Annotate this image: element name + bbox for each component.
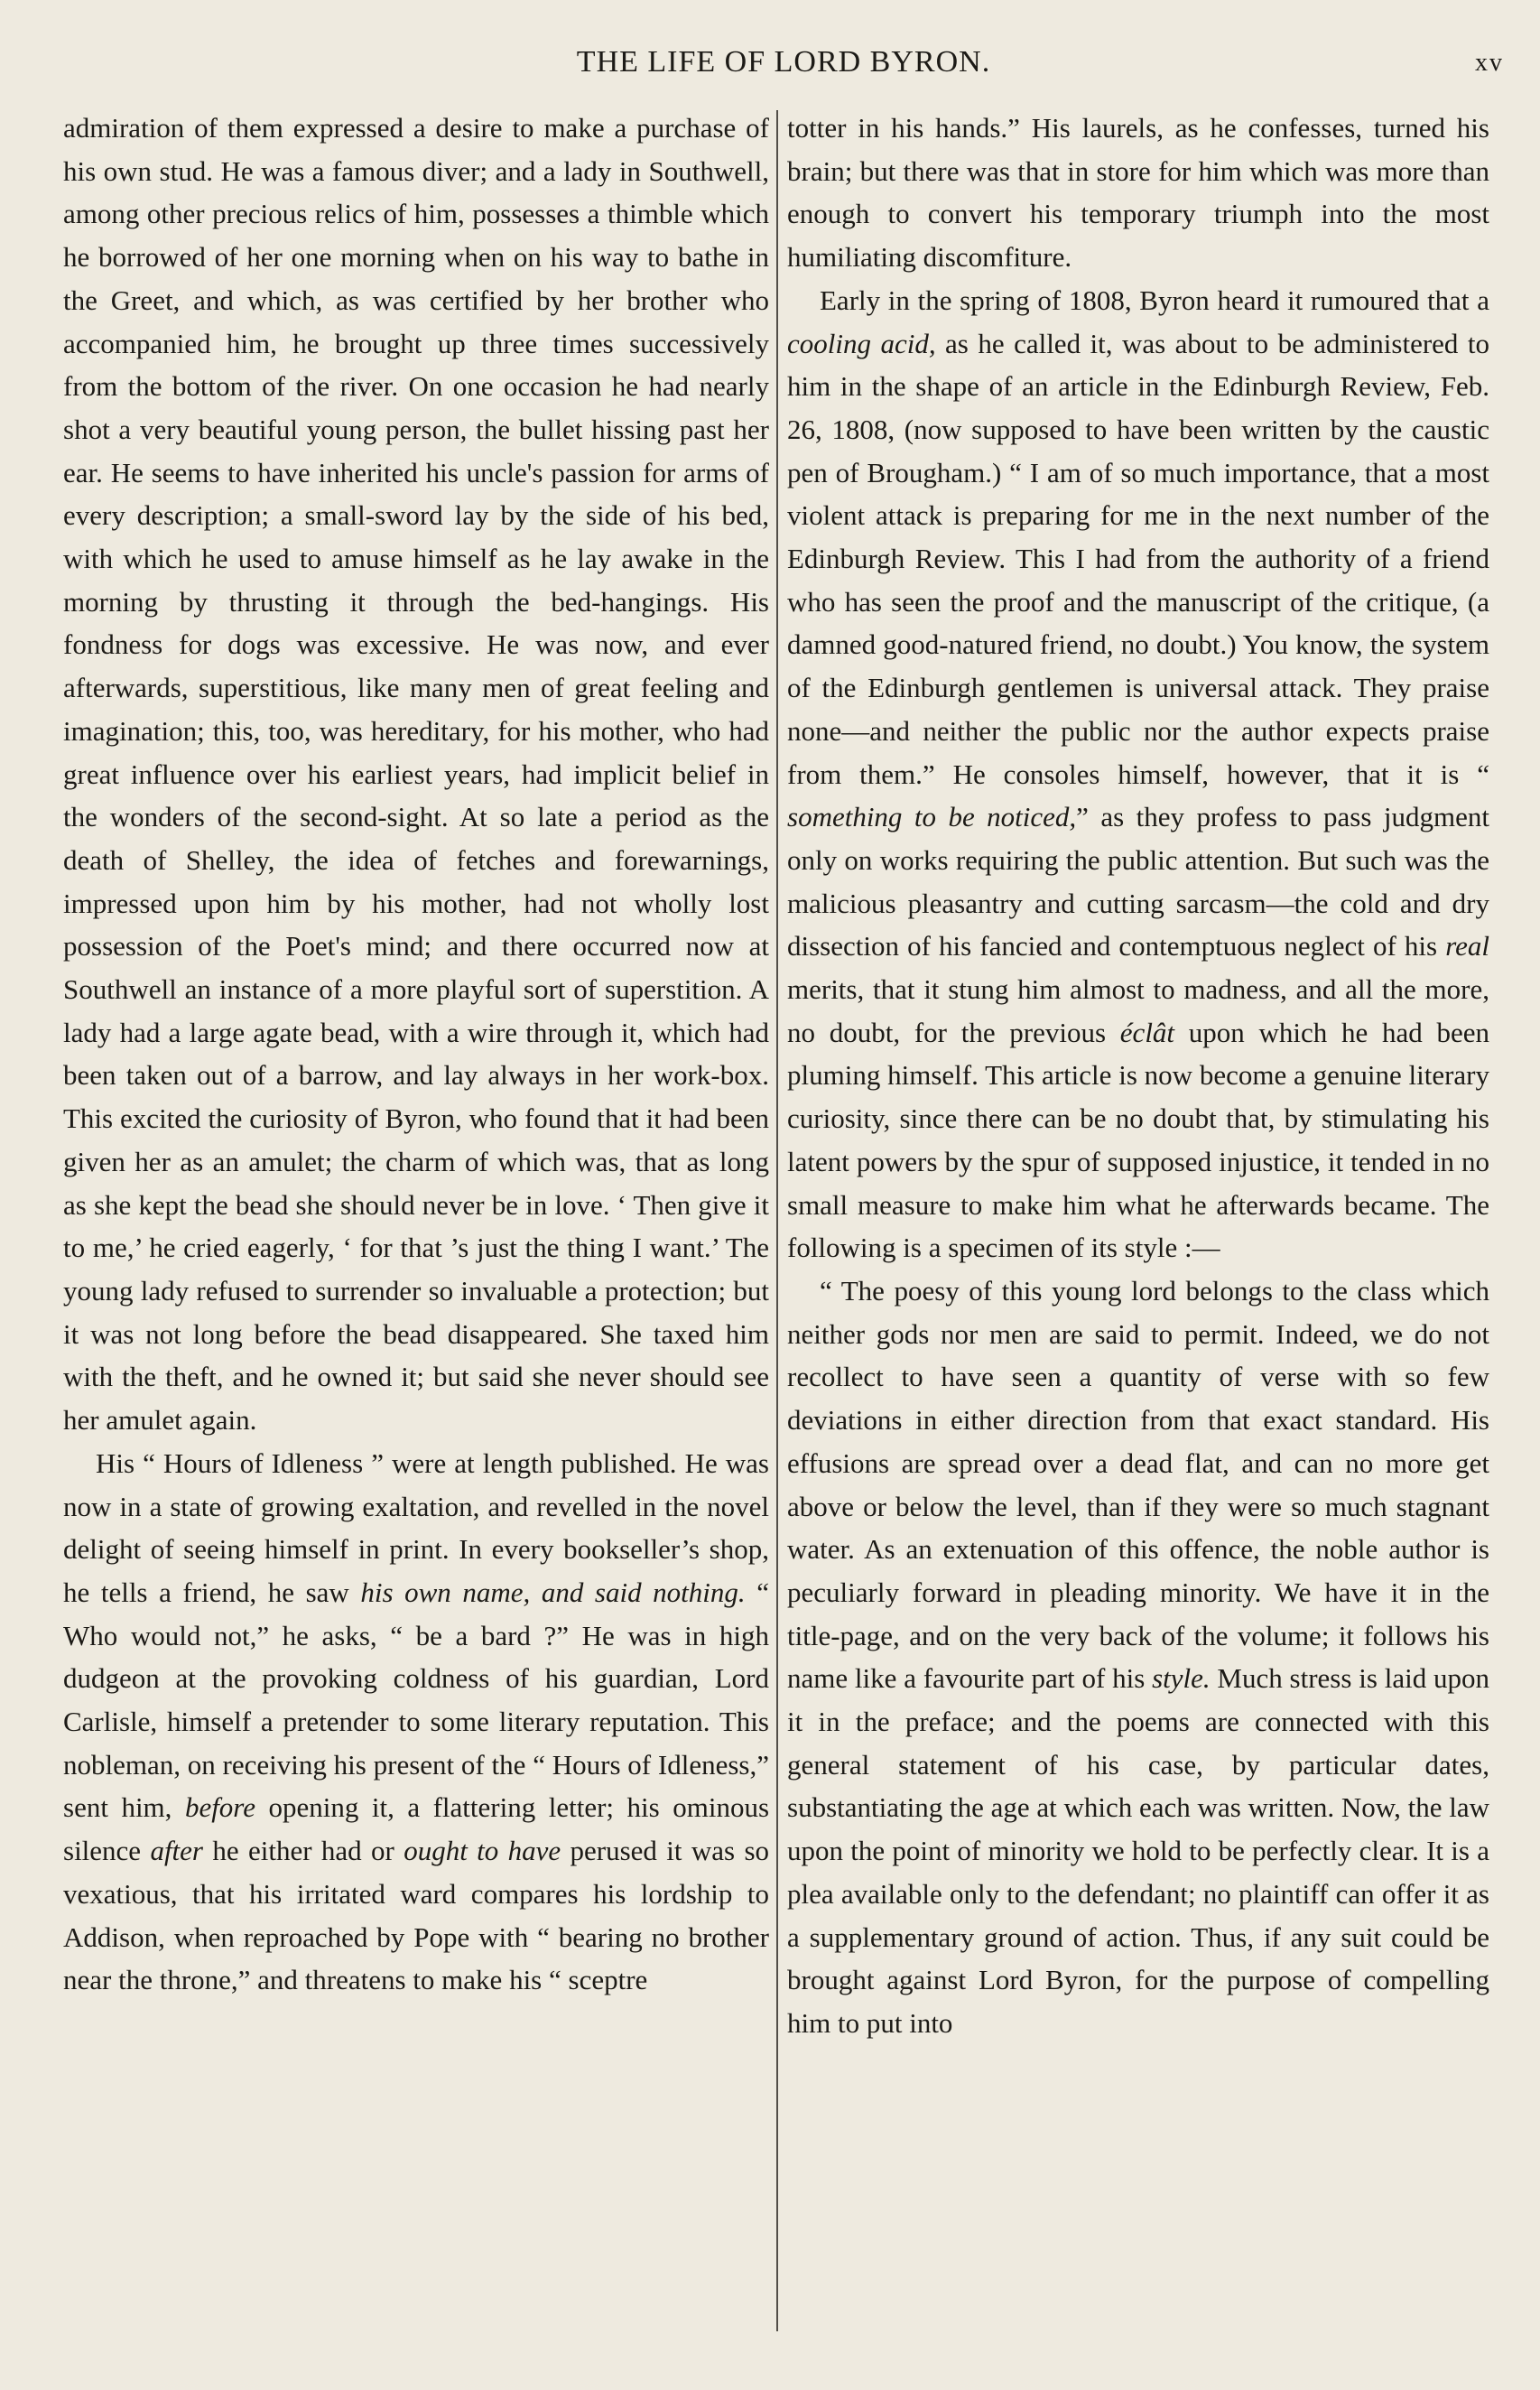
paragraph — [63, 107, 769, 1442]
text-run: totter in his hands.” His laurels, as he confesses, turned his brain; but there was that in store for him which was more than enough to convert his temporary triumph into the most humiliating discomfiture. — [787, 112, 1489, 274]
italic-text: ought to have — [404, 1835, 561, 1867]
running-title: THE LIFE OF LORD BYRON. — [576, 45, 991, 79]
text-run: opening it, a flattering letter; his ominous silence — [63, 1791, 770, 1867]
italic-text: cooling acid, — [787, 327, 936, 359]
italic-text: real — [1445, 930, 1489, 963]
text-run: as he called it, was about to be administered to him in the shape of an article in the Edinburgh Review, Feb. 26, 1808, (now supposed to have been written by the caustic pen of Brougham.) “ I am of so much importance, that a most violent attack is preparing for me in the next number of the Edinburgh Review. This I had from the authority of a friend who has seen the proof and the manuscript of the critique, (a damned good-natured friend, no doubt.) You know, the system of the Edinburgh gentlemen is universal attack. They praise none—and neither the public nor the author expects praise from them.” He consoles himself, however, that it is “ — [787, 327, 1489, 790]
text-run: merits, that it stung him almost to madness, and all the more, no doubt, for the previous — [787, 973, 1489, 1048]
text-run: “ Who would not,” he asks, “ be a bard ?” He was in high dudgeon at the provoking coldness of his guardian, Lord Carlisle, himself a pretender to some literary reputation. This nobleman, on receiving his present of the “ Hours of Idleness,” sent him, — [63, 1576, 769, 1824]
quoted-paragraph — [787, 1269, 1489, 2045]
italic-text: his own name, and said nothing. — [360, 1576, 746, 1608]
left-column — [63, 107, 769, 2002]
italic-text: before — [184, 1791, 255, 1824]
text-run: Early in the spring of 1808, Byron heard it rumoured that a — [820, 284, 1489, 316]
text-run: admiration of them expressed a desire to make a purchase of his own stud. He was a famous diver; and a lady in Southwell, among other precious relics of him, possesses a thimble which he borrowed of her one morning when on his way to bathe in the Greet, and which, as was certified by her brother who accompanied him, he brought up three times successively from the bottom of the river. On one occasion he had nearly shot a very beautiful young person, the bullet hissing past her ear. He seems to have inherited his uncle's passion for arms of every description; a small-sword lay by the side of his bed, with which he used to amuse himself as he lay awake in the morning by thrusting it through the bed-hangings. His fondness for dogs was excessive. He was now, and ever afterwards, superstitious, like many men of great feeling and imagination; this, too, was hereditary, for his mother, who had great influence over his earliest years, had implicit belief in the wonders of the second-sight. At so late a period as the death of Shelley, the idea of fetches and forewarnings, impressed upon him by his mother, had not wholly lost possession of the Poet's mind; and there occurred now at Southwell an instance of a more playful sort of superstition. A lady had a large agate bead, with a wire through it, which had been taken out of a barrow, and lay always in her work-box. This excited the curiosity of Byron, who found that it had been given her as an amulet; the charm of which was, that as long as she kept the bead she should never be in love. ‘ Then give it to me,’ he cried eagerly, ‘ for that ’s just the thing I want.’ The young lady refused to surrender so invaluable a protection; but it was not long before the bead disappeared. She taxed him with the theft, and he owned it; but said she never should see her amulet again. — [63, 112, 769, 1437]
text-run: upon which he had been pluming himself. This article is now become a genuine literary curiosity, since there can be no doubt that, by stimulating his latent powers by the spur of supposed injustice, it tended in no small measure to make him what he afterwards became. The following is a specimen of its style :— — [787, 1016, 1489, 1264]
text-run: perused it was so vexatious, that his irritated ward compares his lordship to Addison, when reproached by Pope with “ bearing no brother near the throne,” and threatens to make his “ sceptre — [63, 1835, 770, 1996]
right-column — [787, 107, 1489, 2045]
italic-text: after — [150, 1835, 203, 1867]
text-run: Much stress is laid upon it in the preface; and the poems are connected with this general statement of his case, by particular dates, substantiating the age at which each was written. Now, the law upon the point of minority we hold to be perfectly clear. It is a plea available only to the defendant; no plaintiff can offer it as a supplementary ground of action. Thus, if any suit could be brought against Lord Byron, for the purpose of compelling him to put into — [787, 1662, 1489, 2039]
paragraph — [63, 1442, 769, 2002]
italic-text: something to be noticed, — [787, 801, 1077, 833]
paragraph — [787, 279, 1489, 1269]
text-run: he either had or — [203, 1835, 404, 1867]
column-divider — [776, 110, 778, 2331]
italic-text: style. — [1152, 1662, 1211, 1695]
text-run: “ The poesy of this young lord belongs to the class which neither gods nor men are said to permit. Indeed, we do not recollect to have seen a quantity of verse with so few deviations in either direction from that exact standard. His effusions are spread over a dead flat, and can no more get above or below the level, than if they were so much stagnant water. As an extenuation of this offence, the noble author is peculiarly forward in pleading minority. We have it in the title-page, and on the very back of the volume; it follows his name like a favourite part of his — [787, 1274, 1489, 1695]
text-run: ” as they profess to pass judgment only on works requiring the public attention. But such was the malicious pleasantry and cutting sarcasm—the cold and dry dissection of his fancied and contemptuous neglect of his — [787, 801, 1489, 963]
italic-text: éclât — [1119, 1016, 1175, 1048]
text-run: His “ Hours of Idleness ” were at length published. He was now in a state of growing exaltation, and revelled in the novel delight of seeing himself in print. In every bookseller’s shop, he tells a friend, he saw — [63, 1446, 769, 1608]
paragraph — [787, 107, 1489, 279]
running-head — [63, 40, 1504, 85]
page-number: xv — [1475, 49, 1504, 77]
